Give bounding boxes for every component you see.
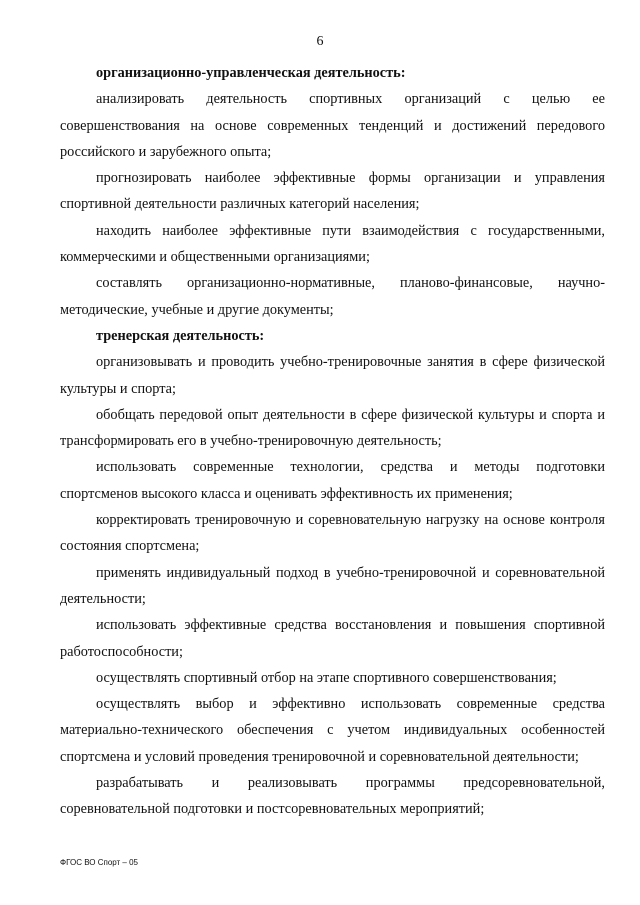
list-item: разрабатывать и реализовывать программы предсоревновательной, соревновательной подготовки и постсоревновательных мероприятий; (60, 775, 605, 818)
document-body (60, 60, 605, 823)
list-item: осуществлять спортивный отбор на этапе спортивного совершенствования; (96, 669, 557, 686)
list-item: анализировать деятельность спортивных организаций с целью ее совершенствования на основе современных тенденций и достижений передового российского и зарубежного опыта; (60, 91, 605, 160)
section-heading-management: организационно-управленческая деятельность: (96, 65, 406, 81)
list-item: находить наиболее эффективные пути взаимодействия с государственными, коммерческими и общественными организациями; (60, 222, 605, 266)
list-item: корректировать тренировочную и соревновательную нагрузку на основе контроля состояния спортсмена; (60, 512, 605, 555)
list-item: обобщать передовой опыт деятельности в сфере физической культуры и спорта и трансформировать его в учебно-тренировочную деятельность; (60, 406, 605, 450)
list-item: использовать эффективные средства восстановления и повышения спортивной работоспособности; (60, 617, 605, 660)
list-item: прогнозировать наиболее эффективные формы организации и управления спортивной деятельности различных категорий населения; (60, 170, 605, 213)
footer-document-code: ФГОС ВО Спорт – 05 (60, 858, 138, 867)
list-item: организовывать и проводить учебно-тренировочные занятия в сфере физической культуры и спорта; (60, 354, 605, 397)
list-item: применять индивидуальный подход в учебно-тренировочной и соревновательной деятельности; (60, 564, 605, 607)
list-item: осуществлять выбор и эффективно использовать современные средства материально-технического обеспечения с учетом индивидуальных особенностей спортсмена и условий проведения тренировочной и соревновательной деятельности; (60, 696, 605, 765)
list-item: составлять организационно-нормативные, планово-финансовые, научно-методические, учебные и другие документы; (60, 275, 605, 318)
section-heading-coaching: тренерская деятельность: (96, 327, 265, 344)
list-item: использовать современные технологии, средства и методы подготовки спортсменов высокого класса и оценивать эффективность их применения; (60, 459, 605, 502)
page-number: 6 (316, 34, 324, 49)
